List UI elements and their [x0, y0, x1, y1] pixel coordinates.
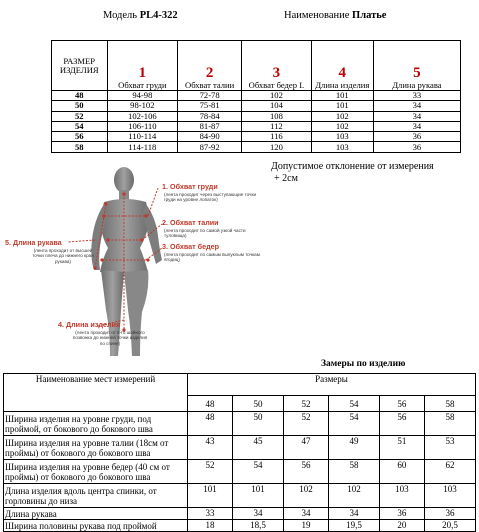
col-head-sizes: Размеры	[188, 374, 476, 396]
measure-value: 52	[188, 460, 233, 484]
measure-value: 20	[379, 520, 424, 532]
measure-value: 33	[188, 508, 233, 520]
measure-value: 36	[424, 508, 475, 520]
measure-value: 102	[283, 484, 328, 508]
size-head-cell: 54	[328, 396, 379, 412]
col-chest: 1 Обхват груди	[107, 41, 178, 91]
measure-value: 19	[283, 520, 328, 532]
size-head-cell: 52	[283, 396, 328, 412]
size-head-cell: 58	[424, 396, 475, 412]
size-table	[51, 40, 461, 153]
measure-value: 49	[328, 436, 379, 460]
value-cell: 120	[242, 142, 312, 152]
measure-value: 53	[424, 436, 475, 460]
measure-label: Ширина половины рукава под проймой	[4, 520, 188, 532]
value-cell: 81-87	[178, 121, 242, 131]
value-cell: 108	[242, 111, 312, 121]
desc-sleeve: (лента проходит от высшей точки плеча до нижнего края рукава)	[32, 248, 94, 264]
value-cell: 34	[373, 121, 460, 131]
measure-value: 102	[328, 484, 379, 508]
value-cell: 94-98	[107, 91, 178, 101]
value-cell: 102	[311, 111, 373, 121]
measure-label: Ширина изделия на уровне талии (18см от проймы) от бокового до бокового шва	[4, 436, 188, 460]
value-cell: 36	[373, 132, 460, 142]
col-hips: 3 Обхват бедер I.	[242, 41, 312, 91]
size-row	[52, 91, 461, 101]
name-value: Платье	[352, 10, 387, 21]
measure-value: 103	[424, 484, 475, 508]
size-header: РАЗМЕР ИЗДЕЛИЯ	[52, 41, 108, 91]
value-cell: 75-81	[178, 101, 242, 111]
measure-value: 101	[188, 484, 233, 508]
size-row	[52, 142, 461, 152]
desc-length: (лента проходит от 6-го шейного позвонка до нижней точки изделия по спине)	[72, 330, 148, 346]
measure-value: 51	[379, 436, 424, 460]
measure-value: 18,5	[232, 520, 283, 532]
measure-value: 50	[232, 412, 283, 436]
measure-row	[4, 520, 476, 532]
value-cell: 104	[242, 101, 312, 111]
value-cell: 78-84	[178, 111, 242, 121]
size-head-cell: 48	[188, 396, 233, 412]
label-hips: 3. Обхват бедер	[162, 242, 220, 251]
measure-row	[4, 412, 476, 436]
size-row	[52, 101, 461, 111]
model-label: Модель	[103, 10, 138, 21]
value-cell: 98-102	[107, 101, 178, 111]
measurement-figure	[0, 160, 300, 360]
value-cell: 106-110	[107, 121, 178, 131]
measure-value: 54	[328, 412, 379, 436]
measure-value: 47	[283, 436, 328, 460]
measurements-title: Замеры по изделию	[321, 359, 406, 369]
product-name	[284, 10, 386, 21]
measure-label: Ширина изделия на уровне груди, под проймой, от бокового до бокового шва	[4, 412, 188, 436]
measure-value: 101	[232, 484, 283, 508]
size-row	[52, 132, 461, 142]
value-cell: 112	[242, 121, 312, 131]
size-head-cell: 50	[232, 396, 283, 412]
size-cell: 48	[52, 91, 108, 101]
measure-value: 36	[379, 508, 424, 520]
value-cell: 116	[242, 132, 312, 142]
value-cell: 34	[373, 101, 460, 111]
value-cell: 102	[242, 91, 312, 101]
desc-hips: (лента проходит по самым выпуклым точкам ягодиц)	[164, 252, 260, 263]
col-head-name: Наименование мест измерений	[4, 374, 188, 412]
measure-value: 45	[232, 436, 283, 460]
size-cell: 56	[52, 132, 108, 142]
col-waist: 2 Обхват талии	[178, 41, 242, 91]
model-title	[103, 10, 178, 21]
col-sleeve: 5 Длина рукава	[373, 41, 460, 91]
size-cell: 58	[52, 142, 108, 152]
label-chest: 1. Обхват груди	[162, 182, 218, 191]
label-length: 4. Длина изделия	[58, 320, 121, 329]
measure-value: 103	[379, 484, 424, 508]
measurements-table	[3, 373, 476, 532]
measure-value: 34	[328, 508, 379, 520]
measure-value: 20,5	[424, 520, 475, 532]
tolerance-line1: Допустимое отклонение от измерения	[271, 161, 434, 172]
value-cell: 72-78	[178, 91, 242, 101]
measure-value: 52	[283, 412, 328, 436]
measure-value: 34	[283, 508, 328, 520]
value-cell: 114-118	[107, 142, 178, 152]
tolerance-line2: + 2см	[274, 173, 298, 184]
value-cell: 101	[311, 91, 373, 101]
size-cell: 52	[52, 111, 108, 121]
value-cell: 87-92	[178, 142, 242, 152]
value-cell: 84-90	[178, 132, 242, 142]
measure-value: 34	[232, 508, 283, 520]
measure-value: 56	[283, 460, 328, 484]
measure-value: 48	[188, 412, 233, 436]
model-value: PL4-322	[139, 10, 178, 21]
measure-row	[4, 436, 476, 460]
label-waist: 2. Обхват талии	[162, 218, 219, 227]
desc-chest: (лента проходит через выступающие точки груди на уровне лопаток)	[164, 192, 257, 203]
measure-row	[4, 460, 476, 484]
value-cell: 33	[373, 91, 460, 101]
measure-value: 56	[379, 412, 424, 436]
measure-value: 18	[188, 520, 233, 532]
col-length: 4 Длина изделия	[311, 41, 373, 91]
value-cell: 103	[311, 142, 373, 152]
size-head-cell: 56	[379, 396, 424, 412]
label-sleeve: 5. Длина рукава	[5, 238, 62, 247]
measure-value: 54	[232, 460, 283, 484]
measure-label: Длина изделия вдоль центра спинки, от горловины до низа	[4, 484, 188, 508]
measure-value: 19,5	[328, 520, 379, 532]
value-cell: 101	[311, 101, 373, 111]
measure-value: 60	[379, 460, 424, 484]
measure-label: Ширина изделия на уровне бедер (40 см от проймы) от бокового до бокового шва	[4, 460, 188, 484]
value-cell: 103	[311, 132, 373, 142]
size-cell: 54	[52, 121, 108, 131]
measure-row	[4, 484, 476, 508]
measure-value: 43	[188, 436, 233, 460]
size-row	[52, 111, 461, 121]
size-cell: 50	[52, 101, 108, 111]
value-cell: 36	[373, 142, 460, 152]
measure-row	[4, 508, 476, 520]
measure-label: Длина рукава	[4, 508, 188, 520]
measure-value: 62	[424, 460, 475, 484]
value-cell: 102-106	[107, 111, 178, 121]
name-label: Наименование	[284, 10, 350, 21]
desc-waist: (лента проходит по самой узкой части туловища)	[164, 228, 246, 239]
measure-value: 58	[424, 412, 475, 436]
measure-value: 58	[328, 460, 379, 484]
size-row	[52, 121, 461, 131]
value-cell: 102	[311, 121, 373, 131]
value-cell: 34	[373, 111, 460, 121]
value-cell: 110-114	[107, 132, 178, 142]
